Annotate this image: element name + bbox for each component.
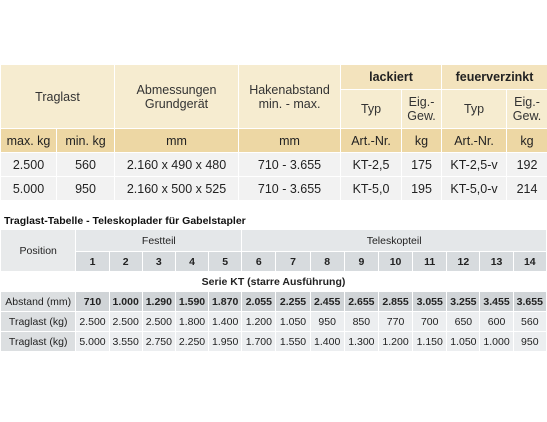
table-cell: 560: [513, 312, 546, 332]
table-cell: 950: [310, 312, 344, 332]
position-number: 12: [447, 252, 480, 272]
header-traglast: Traglast: [1, 65, 115, 129]
table-cell: 1.200: [242, 312, 276, 332]
table-cell: 5.000: [1, 177, 57, 201]
table-cell: 770: [378, 312, 412, 332]
table-cell: 2.500: [142, 312, 175, 332]
load-table-title: Traglast-Tabelle - Teleskoplader für Gabelstapler: [4, 215, 246, 227]
header-gewicht-lackiert: Eig.- Gew.: [402, 90, 442, 129]
position-number: 14: [513, 252, 546, 272]
table-cell: 2.255: [276, 292, 310, 312]
table-cell: 1.300: [344, 332, 378, 352]
position-number: 3: [142, 252, 175, 272]
table-cell: 1.400: [310, 332, 344, 352]
header-feuerverzinkt: feuerverzinkt: [442, 65, 547, 90]
table-cell: 1.050: [447, 332, 480, 352]
table-cell: 650: [447, 312, 480, 332]
table-cell: 2.750: [142, 332, 175, 352]
table-cell: 214: [507, 177, 547, 201]
header-lackiert: lackiert: [341, 65, 442, 90]
position-header: Position: [1, 230, 76, 272]
table-cell: 3.055: [413, 292, 447, 312]
unit-cell: Art.-Nr.: [442, 129, 507, 153]
table-cell: 2.055: [242, 292, 276, 312]
serie-label: Serie KT (starre Ausführung): [1, 272, 547, 292]
table-cell: 1.800: [175, 312, 208, 332]
position-number: 8: [310, 252, 344, 272]
table-cell: 1.870: [209, 292, 242, 312]
position-number: 6: [242, 252, 276, 272]
table-cell: 710: [76, 292, 109, 312]
table-cell: 2.455: [310, 292, 344, 312]
header-gewicht-verzinkt: Eig.- Gew.: [507, 90, 547, 129]
table-cell: 175: [402, 153, 442, 177]
table-cell: 3.550: [109, 332, 142, 352]
unit-cell: mm: [115, 129, 239, 153]
table-cell: 2.160 x 500 x 525: [115, 177, 239, 201]
table-cell: 850: [344, 312, 378, 332]
table-cell: KT-2,5-v: [442, 153, 507, 177]
table-cell: 1.050: [276, 312, 310, 332]
table-cell: 2.655: [344, 292, 378, 312]
row-label: Abstand (mm): [1, 292, 76, 312]
position-number: 2: [109, 252, 142, 272]
table-cell: 1.200: [378, 332, 412, 352]
table-row: [1, 177, 547, 201]
table-cell: 3.455: [480, 292, 513, 312]
table-cell: 1.950: [209, 332, 242, 352]
load-table: [0, 229, 547, 352]
table-cell: 2.250: [175, 332, 208, 352]
row-label: Traglast (kg): [1, 332, 76, 352]
table-cell: 700: [413, 312, 447, 332]
position-number: 13: [480, 252, 513, 272]
row-label: Traglast (kg): [1, 312, 76, 332]
table-cell: 1.550: [276, 332, 310, 352]
table-cell: 3.655: [513, 292, 546, 312]
unit-cell: Art.-Nr.: [341, 129, 402, 153]
table-row: [1, 153, 547, 177]
table-cell: 1.000: [109, 292, 142, 312]
table-cell: KT-5,0-v: [442, 177, 507, 201]
position-number: 10: [378, 252, 412, 272]
table-cell: 2.500: [1, 153, 57, 177]
position-number: 11: [413, 252, 447, 272]
table-cell: 1.290: [142, 292, 175, 312]
table-cell: 1.400: [209, 312, 242, 332]
table-cell: 1.590: [175, 292, 208, 312]
header-abmessungen: Abmessungen Grundgerät: [115, 65, 239, 129]
table-cell: 192: [507, 153, 547, 177]
position-number: 5: [209, 252, 242, 272]
header-typ-lackiert: Typ: [341, 90, 402, 129]
table-row: [1, 312, 547, 332]
header-typ-verzinkt: Typ: [442, 90, 507, 129]
table-cell: 5.000: [76, 332, 109, 352]
unit-cell: min. kg: [57, 129, 115, 153]
table-cell: 195: [402, 177, 442, 201]
unit-cell: kg: [507, 129, 547, 153]
table-cell: 710 - 3.655: [239, 153, 341, 177]
position-number: 4: [175, 252, 208, 272]
table-row: [1, 332, 547, 352]
table-cell: 3.255: [447, 292, 480, 312]
table-cell: 2.500: [76, 312, 109, 332]
table-cell: 710 - 3.655: [239, 177, 341, 201]
table-cell: KT-2,5: [341, 153, 402, 177]
table-cell: 2.500: [109, 312, 142, 332]
product-table: [0, 64, 547, 201]
position-number: 1: [76, 252, 109, 272]
position-number: 7: [276, 252, 310, 272]
festteil-header: Festteil: [76, 230, 242, 252]
table-cell: 2.160 x 490 x 480: [115, 153, 239, 177]
unit-cell: mm: [239, 129, 341, 153]
teleskopteil-header: Teleskopteil: [242, 230, 547, 252]
table-cell: 1.700: [242, 332, 276, 352]
header-hakenabstand: Hakenabstand min. - max.: [239, 65, 341, 129]
table-cell: 560: [57, 153, 115, 177]
unit-row: [1, 129, 547, 153]
table-cell: 1.000: [480, 332, 513, 352]
table-row: [1, 292, 547, 312]
unit-cell: kg: [402, 129, 442, 153]
position-number-row: [1, 252, 547, 272]
position-number: 9: [344, 252, 378, 272]
table-cell: 950: [513, 332, 546, 352]
table-cell: 1.150: [413, 332, 447, 352]
table-cell: 2.855: [378, 292, 412, 312]
table-cell: KT-5,0: [341, 177, 402, 201]
table-cell: 950: [57, 177, 115, 201]
table-cell: 600: [480, 312, 513, 332]
unit-cell: max. kg: [1, 129, 57, 153]
